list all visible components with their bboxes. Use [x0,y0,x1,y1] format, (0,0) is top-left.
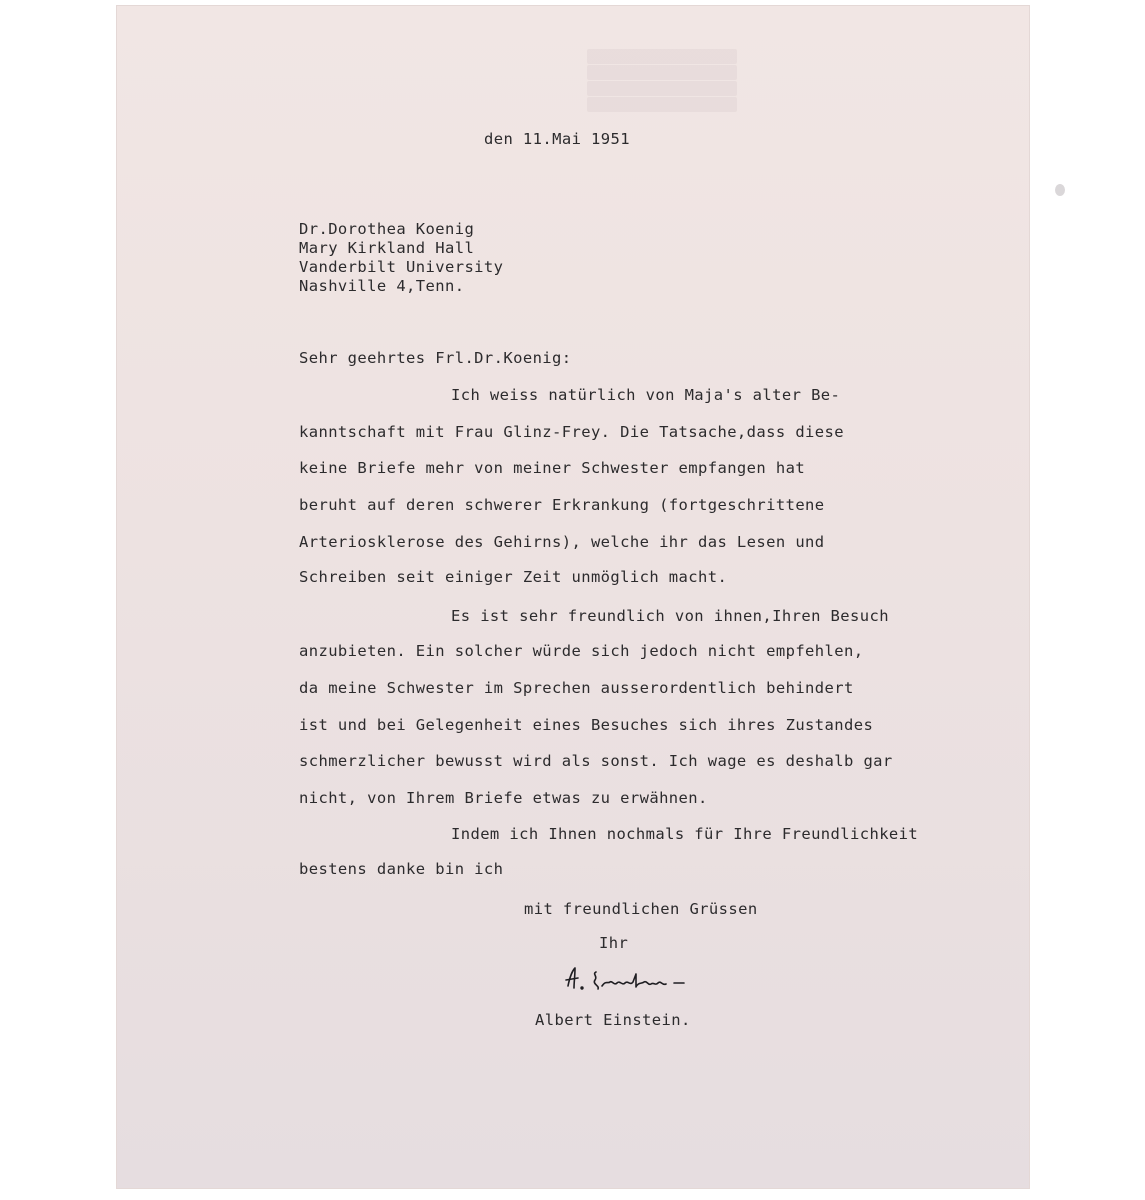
body-line: bestens danke bin ich [299,860,504,878]
body-line: Indem ich Ihnen nochmals für Ihre Freundlichkeit [451,825,919,843]
body-line: beruht auf deren schwerer Erkrankung (fortgeschrittene [299,496,825,514]
body-line: ist und bei Gelegenheit eines Besuches sich ihres Zustandes [299,716,874,734]
address-line-2: Mary Kirkland Hall [299,239,475,257]
faded-letterhead [577,48,747,113]
body-line: Schreiben seit einiger Zeit unmöglich macht. [299,568,728,586]
address-line-1: Dr.Dorothea Koenig [299,220,475,238]
salutation: Sehr geehrtes Frl.Dr.Koenig: [299,349,572,367]
body-line: Es ist sehr freundlich von ihnen,Ihren Besuch [451,607,889,625]
address-line-3: Vanderbilt University [299,258,504,276]
typed-signature-name: Albert Einstein. [535,1011,691,1029]
paper-stain [1055,184,1065,196]
body-line: kanntschaft mit Frau Glinz-Frey. Die Tatsache,dass diese [299,423,844,441]
body-line: Arteriosklerose des Gehirns), welche ihr das Lesen und [299,533,825,551]
body-line: nicht, von Ihrem Briefe etwas zu erwähnen. [299,789,708,807]
address-line-4: Nashville 4,Tenn. [299,277,465,295]
body-line: da meine Schwester im Sprechen ausserordentlich behindert [299,679,854,697]
body-line: keine Briefe mehr von meiner Schwester empfangen hat [299,459,806,477]
handwritten-signature [562,962,702,998]
body-line: anzubieten. Ein solcher würde sich jedoch nicht empfehlen, [299,642,864,660]
closing-phrase: mit freundlichen Grüssen [524,900,758,918]
body-line: Ich weiss natürlich von Maja's alter Be- [451,386,841,404]
letter-date: den 11.Mai 1951 [484,130,630,148]
body-line: schmerzlicher bewusst wird als sonst. Ich wage es deshalb gar [299,752,893,770]
closing-word: Ihr [599,934,629,952]
